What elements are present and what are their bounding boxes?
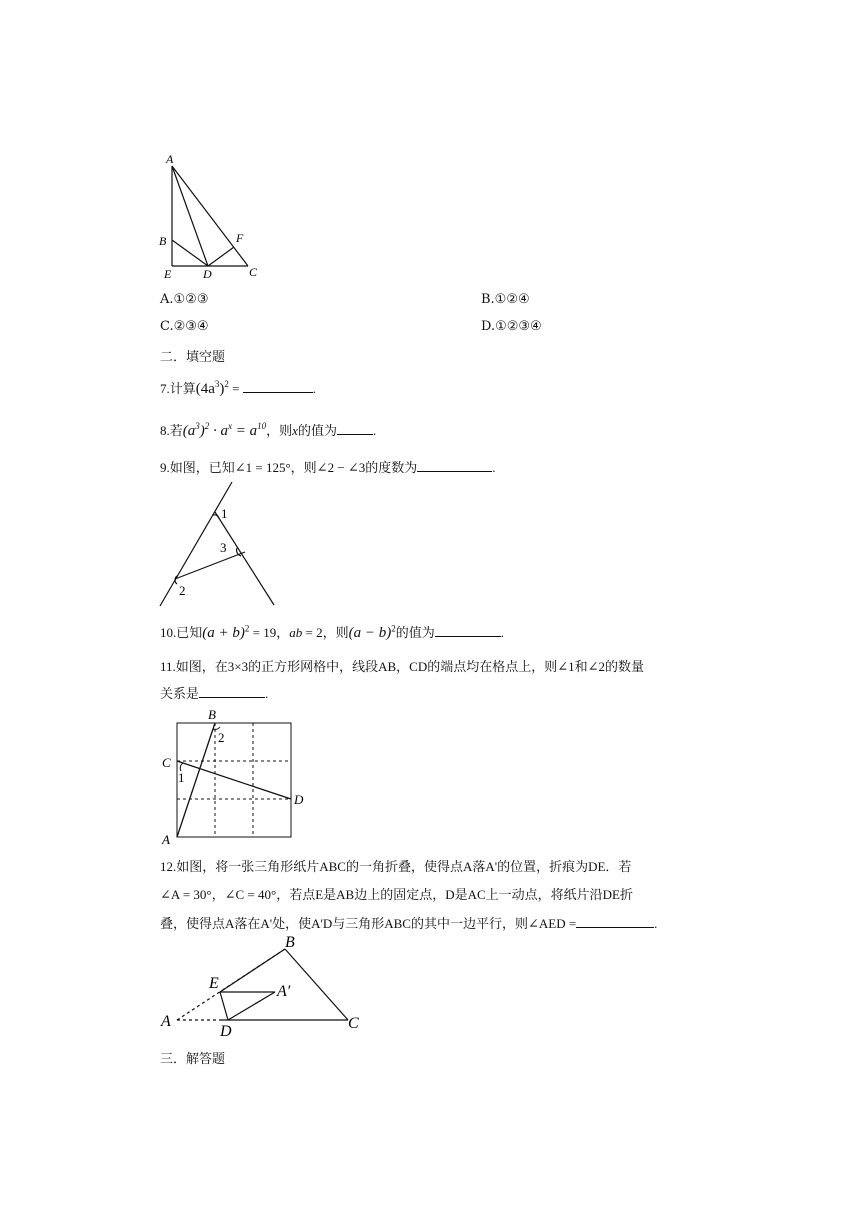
q10-e2: (a − b) [348,625,392,641]
fig6-label-b: B [159,234,167,248]
fig11-label-1: 1 [178,770,185,785]
option-a: A.①②③ [160,292,209,307]
fig6-label-d: D [203,267,212,280]
q8-prefix: 8.若 [160,423,183,438]
q7-expr [196,381,229,397]
fig9-label-1: 1 [221,506,228,521]
question-8 [160,420,376,440]
q8-mid: · a [209,423,229,439]
section-heading-fill-in: 二．填空题 [160,350,226,365]
fig11-label-b: B [208,707,216,722]
fig6-label-f: F [236,231,244,245]
fig12-label-e: E [209,975,219,992]
q8-e1: 3 [195,421,200,431]
question-10 [160,622,504,642]
q12-line3-text: 叠，使得点A落在A'处，使A'D与三角形ABC的其中一边平行，则∠AED = [160,916,577,931]
q10-p3: ab [289,625,303,640]
q11-line2-text: 关系是 [160,686,200,701]
question-11-line-1: 11.如图，在3×3的正方形网格中，线段AB，CD的端点均在格点上，则∠1和∠2的数量 [160,659,645,674]
question-9 [160,457,496,476]
fig11-label-c: C [162,755,171,770]
q7-exp-inner: 3 [214,379,220,389]
q7-answer-blank[interactable] [243,380,313,393]
question-12-line-3 [160,913,657,932]
fig11-label-2: 2 [218,730,225,745]
fig12-label-aprime: A′ [277,983,291,1000]
fig6-label-e: E [164,267,172,280]
q8-ex: x [228,421,233,431]
q7-end: . [312,381,317,396]
q7-prefix: 7.计算 [160,381,196,396]
fig9-label-3: 3 [220,540,227,555]
q8-var: x [292,423,298,438]
q9-text: 9.如图，已知∠1 = 125°，则∠2 − ∠3的度数为 [160,460,418,475]
q7-exp-outer: 2 [224,379,229,389]
fig6-label-c: C [249,265,258,279]
question-12-line-1: 12.如图，将一张三角形纸片ABC的一角折叠，使得点A落A'的位置，折痕为DE．若 [160,859,632,874]
fig9-label-2: 2 [179,583,186,598]
q10-s2: 2 [391,623,396,634]
fig12-label-c: C [348,1015,359,1032]
q10-s1: 2 [244,623,250,634]
q8-expr [183,423,266,439]
q10-e1: (a + b) [202,625,245,641]
q10-p2: = 19， [249,625,290,640]
q8-answer-blank[interactable] [337,422,373,435]
option-c: C.②③④ [160,319,209,334]
q8-c1: ) [199,423,205,439]
q7-equals: = [228,381,243,396]
q8-e2: 2 [204,421,210,431]
q10-p1: 10.已知 [160,625,203,640]
q9-answer-blank[interactable] [417,459,492,472]
q9-end: . [492,460,496,475]
q8-suffix2: 的值为 [297,423,337,438]
q11-end: . [265,686,269,701]
q12-answer-blank[interactable] [576,915,654,928]
question-12-line-2: ∠A = 30°，∠C = 40°，若点E是AB边上的固定点，D是AC上一动点，将纸片沿DE折 [160,887,633,902]
q12-figure [155,932,370,1044]
q8-suffix: ，则 [266,423,293,438]
q12-end: . [654,916,658,931]
fig11-label-d: D [294,792,304,807]
option-b: B.①②④ [481,292,530,307]
q6-figure [150,148,270,280]
q8-e10: 10 [257,421,267,431]
q7-expr-open: (4a [195,381,215,397]
option-d: D.①②③④ [481,319,542,334]
q8-eq: = a [232,423,258,439]
q9-figure [155,480,280,608]
fig12-label-d: D [220,1023,232,1040]
section-heading-answer: 三．解答题 [160,1052,226,1067]
question-11-line-2 [160,683,268,702]
q8-a1: (a [182,423,196,439]
q10-end: . [500,625,504,640]
question-7 [160,378,316,398]
q10-answer-blank[interactable] [435,624,501,637]
fig12-label-a: A [161,1013,171,1030]
fig11-label-a: A [162,832,170,845]
q8-end: . [372,423,377,438]
q11-answer-blank[interactable] [199,685,265,698]
q7-expr-close: ) [219,381,225,397]
q10-p4: = 2，则 [302,625,349,640]
fig6-label-a: A [166,152,174,166]
fig12-label-b: B [285,934,295,951]
q10-p5: 的值为 [395,625,435,640]
q11-figure [158,705,310,845]
